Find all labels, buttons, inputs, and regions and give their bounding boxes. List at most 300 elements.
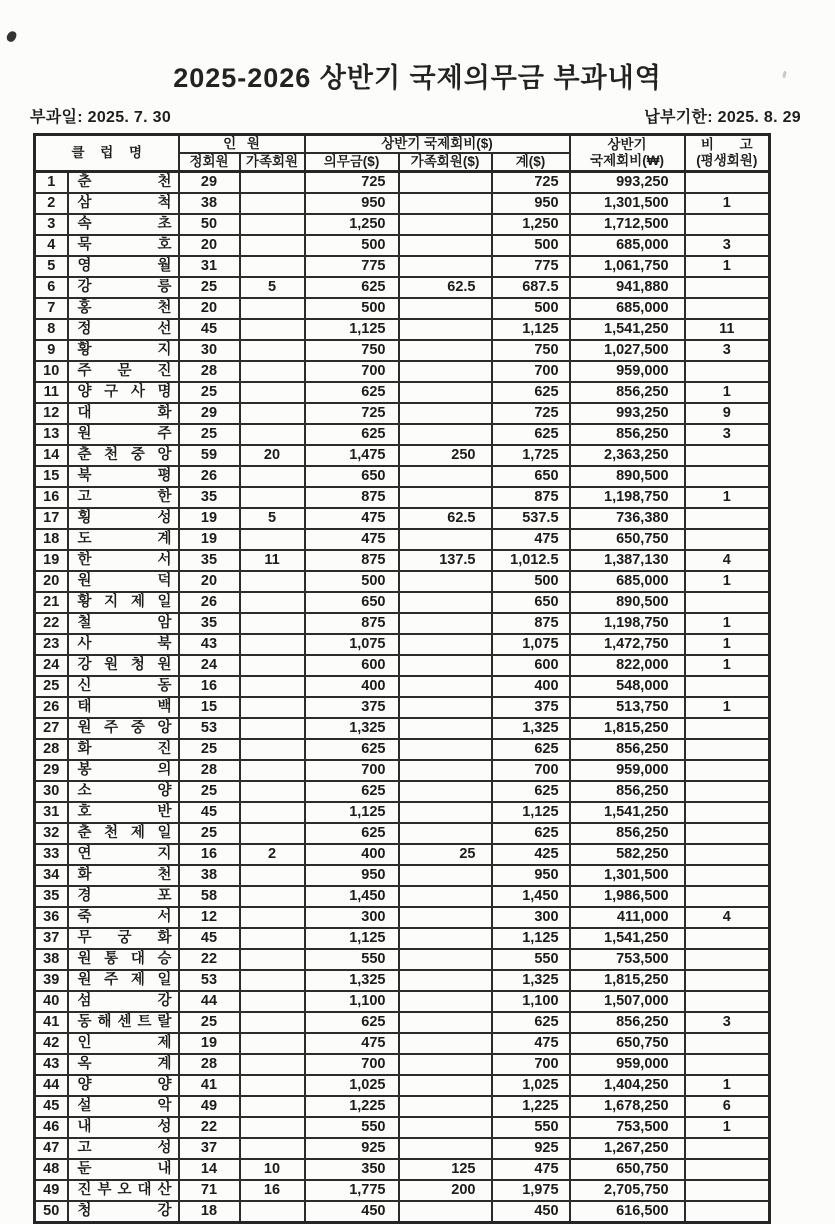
regular-members: 41 bbox=[179, 1075, 240, 1096]
total-usd: 1,325 bbox=[492, 718, 570, 739]
note-lifetime-members bbox=[685, 1033, 770, 1054]
total-usd: 1,012.5 bbox=[492, 550, 570, 571]
note-lifetime-members bbox=[685, 1201, 770, 1223]
note-lifetime-members bbox=[685, 277, 770, 298]
regular-members: 24 bbox=[179, 655, 240, 676]
family-members: 20 bbox=[240, 445, 305, 466]
note-lifetime-members bbox=[685, 928, 770, 949]
total-usd: 600 bbox=[492, 655, 570, 676]
club-name bbox=[68, 865, 179, 886]
family-members bbox=[240, 298, 305, 319]
first-half-fee-krw: 685,000 bbox=[570, 235, 685, 256]
first-half-fee-krw: 582,250 bbox=[570, 844, 685, 865]
duty-fee-usd: 375 bbox=[305, 697, 399, 718]
first-half-fee-krw: 1,541,250 bbox=[570, 928, 685, 949]
row-number: 23 bbox=[35, 634, 68, 655]
table-row bbox=[35, 193, 770, 214]
table-row bbox=[35, 382, 770, 403]
regular-members: 15 bbox=[179, 697, 240, 718]
club-name bbox=[68, 445, 179, 466]
club-name bbox=[68, 340, 179, 361]
row-number: 29 bbox=[35, 760, 68, 781]
row-number: 16 bbox=[35, 487, 68, 508]
family-fee-usd: 62.5 bbox=[399, 508, 492, 529]
regular-members: 31 bbox=[179, 256, 240, 277]
regular-members: 53 bbox=[179, 718, 240, 739]
row-number: 45 bbox=[35, 1096, 68, 1117]
first-half-fee-krw: 1,678,250 bbox=[570, 1096, 685, 1117]
duty-fee-usd: 500 bbox=[305, 235, 399, 256]
family-fee-usd bbox=[399, 823, 492, 844]
club-name-text: 정 선 bbox=[77, 321, 172, 338]
duty-fee-usd: 775 bbox=[305, 256, 399, 277]
first-half-fee-krw: 736,380 bbox=[570, 508, 685, 529]
regular-members: 45 bbox=[179, 319, 240, 340]
family-members bbox=[240, 340, 305, 361]
table-row bbox=[35, 1075, 770, 1096]
family-fee-usd bbox=[399, 571, 492, 592]
note-lifetime-members: 1 bbox=[685, 571, 770, 592]
family-members bbox=[240, 1117, 305, 1138]
duty-fee-usd: 625 bbox=[305, 382, 399, 403]
club-name bbox=[68, 361, 179, 382]
table-row bbox=[35, 1180, 770, 1201]
family-members bbox=[240, 592, 305, 613]
row-number: 34 bbox=[35, 865, 68, 886]
duty-fee-usd: 300 bbox=[305, 907, 399, 928]
row-number: 43 bbox=[35, 1054, 68, 1075]
regular-members: 26 bbox=[179, 466, 240, 487]
total-usd: 1,725 bbox=[492, 445, 570, 466]
table-row bbox=[35, 802, 770, 823]
table-row bbox=[35, 466, 770, 487]
note-lifetime-members bbox=[685, 1180, 770, 1201]
note-lifetime-members bbox=[685, 970, 770, 991]
first-half-fee-krw: 2,363,250 bbox=[570, 445, 685, 466]
first-half-fee-krw: 959,000 bbox=[570, 361, 685, 382]
club-name-text: 원 덕 bbox=[77, 573, 172, 590]
first-half-fee-krw: 650,750 bbox=[570, 1159, 685, 1180]
table-row bbox=[35, 760, 770, 781]
duty-fee-usd: 1,075 bbox=[305, 634, 399, 655]
club-name-text: 원 주 중 앙 bbox=[77, 720, 172, 737]
duty-fee-usd: 725 bbox=[305, 403, 399, 424]
row-number: 9 bbox=[35, 340, 68, 361]
duty-fee-usd: 1,475 bbox=[305, 445, 399, 466]
table-row bbox=[35, 529, 770, 550]
duty-fee-usd: 550 bbox=[305, 1117, 399, 1138]
note-lifetime-members bbox=[685, 802, 770, 823]
total-usd: 1,450 bbox=[492, 886, 570, 907]
club-name-text: 황 지 제 일 bbox=[77, 594, 172, 611]
first-half-fee-krw: 1,541,250 bbox=[570, 319, 685, 340]
club-name-text: 섬 강 bbox=[77, 993, 172, 1010]
regular-members: 25 bbox=[179, 277, 240, 298]
family-members bbox=[240, 928, 305, 949]
club-name-text: 묵 호 bbox=[77, 237, 172, 254]
duty-fee-usd: 875 bbox=[305, 487, 399, 508]
regular-members: 25 bbox=[179, 823, 240, 844]
club-name bbox=[68, 550, 179, 571]
family-members bbox=[240, 697, 305, 718]
family-members bbox=[240, 1075, 305, 1096]
regular-members: 14 bbox=[179, 1159, 240, 1180]
total-usd: 625 bbox=[492, 823, 570, 844]
table-row bbox=[35, 928, 770, 949]
first-half-fee-krw: 650,750 bbox=[570, 1033, 685, 1054]
regular-members: 22 bbox=[179, 949, 240, 970]
family-fee-usd bbox=[399, 1201, 492, 1223]
table-row bbox=[35, 403, 770, 424]
family-members bbox=[240, 382, 305, 403]
first-half-fee-krw: 993,250 bbox=[570, 172, 685, 194]
club-name-text: 북 평 bbox=[77, 468, 172, 485]
club-name-text: 삼 척 bbox=[77, 195, 172, 212]
family-fee-usd bbox=[399, 1096, 492, 1117]
row-number: 32 bbox=[35, 823, 68, 844]
club-name bbox=[68, 277, 179, 298]
regular-members: 19 bbox=[179, 529, 240, 550]
duty-fee-usd: 625 bbox=[305, 424, 399, 445]
family-fee-usd: 250 bbox=[399, 445, 492, 466]
regular-members: 35 bbox=[179, 550, 240, 571]
table-row bbox=[35, 319, 770, 340]
club-name-text: 춘 천 중 앙 bbox=[77, 447, 172, 464]
club-name-text: 강 원 청 원 bbox=[77, 657, 172, 674]
note-lifetime-members bbox=[685, 466, 770, 487]
note-lifetime-members bbox=[685, 718, 770, 739]
family-members bbox=[240, 235, 305, 256]
family-members: 2 bbox=[240, 844, 305, 865]
first-half-fee-krw: 685,000 bbox=[570, 298, 685, 319]
family-fee-usd bbox=[399, 760, 492, 781]
family-fee-usd bbox=[399, 886, 492, 907]
family-members bbox=[240, 760, 305, 781]
club-name bbox=[68, 214, 179, 235]
note-lifetime-members bbox=[685, 1054, 770, 1075]
family-members bbox=[240, 361, 305, 382]
note-lifetime-members: 1 bbox=[685, 697, 770, 718]
total-usd: 925 bbox=[492, 1138, 570, 1159]
header-note bbox=[685, 135, 770, 172]
duty-fee-usd: 475 bbox=[305, 529, 399, 550]
first-half-fee-krw: 890,500 bbox=[570, 466, 685, 487]
note-lifetime-members bbox=[685, 781, 770, 802]
row-number: 20 bbox=[35, 571, 68, 592]
family-fee-usd bbox=[399, 781, 492, 802]
duty-fee-usd: 500 bbox=[305, 571, 399, 592]
total-usd: 950 bbox=[492, 193, 570, 214]
regular-members: 20 bbox=[179, 235, 240, 256]
note-lifetime-members: 1 bbox=[685, 382, 770, 403]
row-number: 14 bbox=[35, 445, 68, 466]
total-usd: 775 bbox=[492, 256, 570, 277]
table-row bbox=[35, 235, 770, 256]
first-half-fee-krw: 513,750 bbox=[570, 697, 685, 718]
table-row bbox=[35, 949, 770, 970]
table-row bbox=[35, 340, 770, 361]
club-name-text: 대 화 bbox=[77, 405, 172, 422]
table-row bbox=[35, 1138, 770, 1159]
club-name bbox=[68, 172, 179, 194]
note-lifetime-members bbox=[685, 676, 770, 697]
note-lifetime-members bbox=[685, 760, 770, 781]
family-members bbox=[240, 1138, 305, 1159]
family-members bbox=[240, 949, 305, 970]
table-row bbox=[35, 214, 770, 235]
table-row bbox=[35, 739, 770, 760]
table-row bbox=[35, 907, 770, 928]
table-row bbox=[35, 256, 770, 277]
table-row bbox=[35, 1159, 770, 1180]
family-members bbox=[240, 802, 305, 823]
header-first-half-usd: 상반기 국제회비($) bbox=[305, 135, 570, 153]
table-row bbox=[35, 886, 770, 907]
row-number: 39 bbox=[35, 970, 68, 991]
total-usd: 1,125 bbox=[492, 319, 570, 340]
row-number: 7 bbox=[35, 298, 68, 319]
row-number: 35 bbox=[35, 886, 68, 907]
club-name bbox=[68, 529, 179, 550]
family-members bbox=[240, 424, 305, 445]
club-name-text: 화 천 bbox=[77, 867, 172, 884]
club-name-text: 둔 내 bbox=[77, 1161, 172, 1178]
table-row bbox=[35, 718, 770, 739]
note-lifetime-members bbox=[685, 1138, 770, 1159]
note-lifetime-members bbox=[685, 886, 770, 907]
family-members: 10 bbox=[240, 1159, 305, 1180]
family-fee-usd bbox=[399, 697, 492, 718]
first-half-fee-krw: 856,250 bbox=[570, 1012, 685, 1033]
first-half-fee-krw: 1,507,000 bbox=[570, 991, 685, 1012]
total-usd: 1,125 bbox=[492, 802, 570, 823]
duty-fee-usd: 1,225 bbox=[305, 1096, 399, 1117]
club-name bbox=[68, 739, 179, 760]
family-members bbox=[240, 403, 305, 424]
total-usd: 625 bbox=[492, 1012, 570, 1033]
header-note-line2: (평생회원) bbox=[696, 153, 758, 168]
row-number: 19 bbox=[35, 550, 68, 571]
total-usd: 625 bbox=[492, 781, 570, 802]
table-row bbox=[35, 172, 770, 194]
duty-fee-usd: 725 bbox=[305, 172, 399, 194]
row-number: 42 bbox=[35, 1033, 68, 1054]
family-fee-usd: 137.5 bbox=[399, 550, 492, 571]
regular-members: 44 bbox=[179, 991, 240, 1012]
total-usd: 400 bbox=[492, 676, 570, 697]
first-half-fee-krw: 1,198,750 bbox=[570, 487, 685, 508]
regular-members: 19 bbox=[179, 1033, 240, 1054]
family-fee-usd bbox=[399, 361, 492, 382]
duty-fee-usd: 500 bbox=[305, 298, 399, 319]
club-name-text: 동 해 센 트 랄 bbox=[77, 1014, 172, 1031]
family-members bbox=[240, 256, 305, 277]
club-name-text: 신 동 bbox=[77, 678, 172, 695]
total-usd: 875 bbox=[492, 487, 570, 508]
regular-members: 45 bbox=[179, 802, 240, 823]
first-half-fee-krw: 1,404,250 bbox=[570, 1075, 685, 1096]
family-fee-usd bbox=[399, 424, 492, 445]
regular-members: 29 bbox=[179, 172, 240, 194]
family-fee-usd bbox=[399, 1054, 492, 1075]
family-fee-usd bbox=[399, 340, 492, 361]
row-number: 47 bbox=[35, 1138, 68, 1159]
issue-date: 부과일: 2025. 7. 30 bbox=[30, 109, 172, 126]
table-row bbox=[35, 1012, 770, 1033]
club-name bbox=[68, 928, 179, 949]
table-row bbox=[35, 823, 770, 844]
regular-members: 35 bbox=[179, 487, 240, 508]
family-fee-usd bbox=[399, 718, 492, 739]
club-name bbox=[68, 235, 179, 256]
first-half-fee-krw: 890,500 bbox=[570, 592, 685, 613]
club-name bbox=[68, 403, 179, 424]
family-fee-usd bbox=[399, 403, 492, 424]
family-fee-usd bbox=[399, 382, 492, 403]
regular-members: 53 bbox=[179, 970, 240, 991]
header-krw-line2: 국제회비(₩) bbox=[590, 153, 664, 168]
family-fee-usd bbox=[399, 655, 492, 676]
club-name bbox=[68, 1159, 179, 1180]
duty-fee-usd: 950 bbox=[305, 193, 399, 214]
club-name-text: 고 한 bbox=[77, 489, 172, 506]
family-fee-usd bbox=[399, 256, 492, 277]
club-name bbox=[68, 1054, 179, 1075]
family-members bbox=[240, 991, 305, 1012]
first-half-fee-krw: 1,472,750 bbox=[570, 634, 685, 655]
duty-fee-usd: 1,025 bbox=[305, 1075, 399, 1096]
note-lifetime-members bbox=[685, 592, 770, 613]
duty-fee-usd: 925 bbox=[305, 1138, 399, 1159]
family-fee-usd bbox=[399, 1138, 492, 1159]
duty-fee-usd: 1,775 bbox=[305, 1180, 399, 1201]
first-half-fee-krw: 1,815,250 bbox=[570, 718, 685, 739]
total-usd: 500 bbox=[492, 235, 570, 256]
regular-members: 59 bbox=[179, 445, 240, 466]
row-number: 24 bbox=[35, 655, 68, 676]
note-lifetime-members bbox=[685, 1159, 770, 1180]
family-fee-usd bbox=[399, 1033, 492, 1054]
club-name bbox=[68, 781, 179, 802]
table-row bbox=[35, 592, 770, 613]
total-usd: 300 bbox=[492, 907, 570, 928]
club-name bbox=[68, 298, 179, 319]
table-row bbox=[35, 781, 770, 802]
club-name bbox=[68, 1201, 179, 1223]
total-usd: 450 bbox=[492, 1201, 570, 1223]
club-name-text: 춘 천 bbox=[77, 174, 172, 191]
club-name bbox=[68, 1117, 179, 1138]
family-members bbox=[240, 172, 305, 194]
total-usd: 475 bbox=[492, 529, 570, 550]
duty-fee-usd: 1,100 bbox=[305, 991, 399, 1012]
row-number: 18 bbox=[35, 529, 68, 550]
note-lifetime-members bbox=[685, 508, 770, 529]
table-row bbox=[35, 1054, 770, 1075]
club-name-text: 양 구 사 명 bbox=[77, 384, 172, 401]
regular-members: 25 bbox=[179, 1012, 240, 1033]
first-half-fee-krw: 753,500 bbox=[570, 1117, 685, 1138]
family-fee-usd bbox=[399, 235, 492, 256]
table-row bbox=[35, 865, 770, 886]
club-name-text: 무 궁 화 bbox=[77, 930, 172, 947]
club-name-text: 소 양 bbox=[77, 783, 172, 800]
row-number: 41 bbox=[35, 1012, 68, 1033]
total-usd: 550 bbox=[492, 949, 570, 970]
family-fee-usd bbox=[399, 1012, 492, 1033]
family-members bbox=[240, 886, 305, 907]
row-number: 12 bbox=[35, 403, 68, 424]
duty-fee-usd: 650 bbox=[305, 592, 399, 613]
family-members bbox=[240, 676, 305, 697]
family-fee-usd bbox=[399, 1075, 492, 1096]
row-number: 28 bbox=[35, 739, 68, 760]
total-usd: 700 bbox=[492, 760, 570, 781]
family-fee-usd bbox=[399, 214, 492, 235]
regular-members: 18 bbox=[179, 1201, 240, 1223]
note-lifetime-members: 1 bbox=[685, 256, 770, 277]
header-note-line1: 비 고 bbox=[700, 137, 753, 153]
family-fee-usd bbox=[399, 1117, 492, 1138]
row-number: 17 bbox=[35, 508, 68, 529]
first-half-fee-krw: 411,000 bbox=[570, 907, 685, 928]
row-number: 44 bbox=[35, 1075, 68, 1096]
club-name-text: 춘 천 제 일 bbox=[77, 825, 172, 842]
note-lifetime-members bbox=[685, 361, 770, 382]
first-half-fee-krw: 1,301,500 bbox=[570, 865, 685, 886]
total-usd: 687.5 bbox=[492, 277, 570, 298]
first-half-fee-krw: 1,198,750 bbox=[570, 613, 685, 634]
club-name bbox=[68, 592, 179, 613]
family-members bbox=[240, 634, 305, 655]
club-name bbox=[68, 382, 179, 403]
regular-members: 26 bbox=[179, 592, 240, 613]
club-name bbox=[68, 466, 179, 487]
regular-members: 20 bbox=[179, 571, 240, 592]
total-usd: 1,075 bbox=[492, 634, 570, 655]
total-usd: 1,025 bbox=[492, 1075, 570, 1096]
row-number: 10 bbox=[35, 361, 68, 382]
regular-members: 58 bbox=[179, 886, 240, 907]
row-number: 6 bbox=[35, 277, 68, 298]
regular-members: 28 bbox=[179, 1054, 240, 1075]
duty-fee-usd: 1,325 bbox=[305, 718, 399, 739]
family-members bbox=[240, 865, 305, 886]
table-row bbox=[35, 1201, 770, 1223]
duty-fee-usd: 1,450 bbox=[305, 886, 399, 907]
family-fee-usd bbox=[399, 949, 492, 970]
note-lifetime-members: 3 bbox=[685, 1012, 770, 1033]
duty-fee-usd: 400 bbox=[305, 676, 399, 697]
club-name bbox=[68, 1033, 179, 1054]
due-date: 납부기한: 2025. 8. 29 bbox=[644, 109, 801, 126]
club-name-text: 설 악 bbox=[77, 1098, 172, 1115]
family-members bbox=[240, 907, 305, 928]
family-members: 11 bbox=[240, 550, 305, 571]
club-name-text: 호 반 bbox=[77, 804, 172, 821]
table-row bbox=[35, 508, 770, 529]
total-usd: 425 bbox=[492, 844, 570, 865]
row-number: 27 bbox=[35, 718, 68, 739]
first-half-fee-krw: 1,541,250 bbox=[570, 802, 685, 823]
first-half-fee-krw: 616,500 bbox=[570, 1201, 685, 1223]
note-lifetime-members bbox=[685, 865, 770, 886]
total-usd: 475 bbox=[492, 1159, 570, 1180]
club-name bbox=[68, 256, 179, 277]
row-number: 5 bbox=[35, 256, 68, 277]
table-row bbox=[35, 844, 770, 865]
club-name bbox=[68, 634, 179, 655]
